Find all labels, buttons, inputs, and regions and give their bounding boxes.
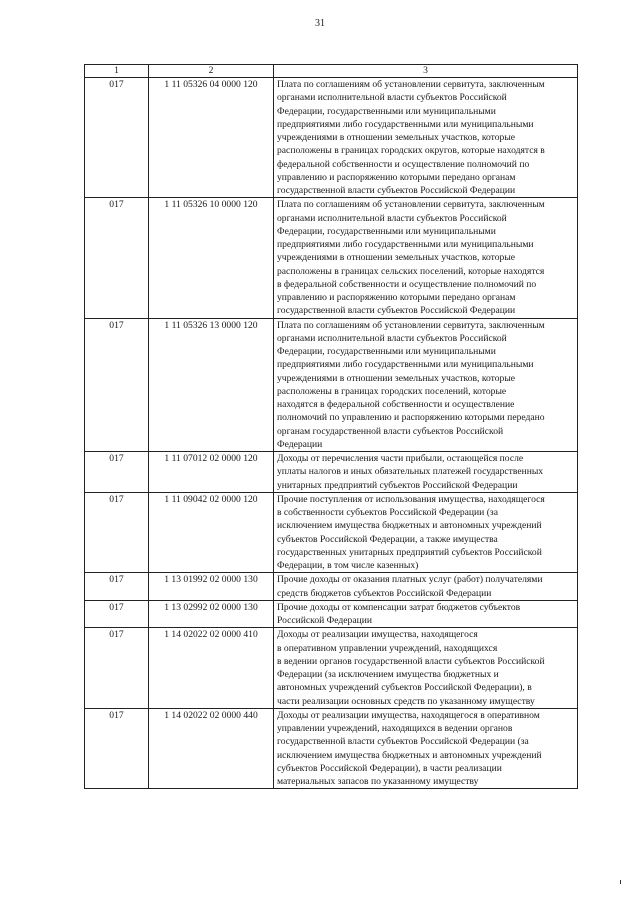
budget-code-cell: 1 11 07012 02 0000 120 — [149, 452, 274, 493]
table-header-row — [85, 65, 578, 78]
admin-code-cell: 017 — [85, 452, 149, 493]
budget-code-cell: 1 11 09042 02 0000 120 — [149, 492, 274, 573]
revenue-name-line: находятся в федеральной собственности и осуществление — [277, 399, 515, 410]
revenue-name-line: Федерации, в том числе казенных) — [277, 560, 419, 571]
revenue-name-line: уплаты налогов и иных обязательных платежей государственных — [277, 466, 544, 478]
revenue-name-cell — [274, 452, 578, 493]
revenue-name-line: расположены в границах городских поселений, которые — [277, 385, 507, 397]
column-header-1: 1 — [85, 65, 149, 78]
revenue-name-line: Федерации, государственными или муниципальными — [277, 225, 496, 237]
budget-code-cell: 1 13 02992 02 0000 130 — [149, 600, 274, 628]
revenue-name-line: Доходы от реализации имущества, находящегося — [277, 629, 478, 641]
revenue-name-cell — [274, 198, 578, 318]
table-row — [85, 708, 578, 789]
column-header-2: 2 — [149, 65, 274, 78]
table-row — [85, 318, 578, 452]
edge-mark — [620, 880, 621, 884]
revenue-name-line: Плата по соглашениям об установлении сервитута, заключенным — [277, 199, 545, 211]
revenue-name-cell — [274, 573, 578, 601]
revenue-name-line: полномочий по управлению и распоряжению которыми передано — [277, 412, 545, 424]
revenue-name-line: органам государственной власти субъектов Российской — [277, 425, 504, 437]
revenue-name-line: предприятиями либо государственными или муниципальными — [277, 239, 534, 250]
revenue-name-line: Федерации (за исключением имущества бюджетных и — [277, 669, 499, 680]
revenue-name-line: Плата по соглашениям об установлении сервитута, заключенным — [277, 319, 545, 331]
revenue-name-line: расположены в границах городских округов, которые находятся в — [277, 145, 545, 157]
revenue-name-line: в ведении органов государственной власти субъектов Российской — [277, 655, 545, 667]
revenue-name-line: предприятиями либо государственными или муниципальными — [277, 118, 534, 130]
revenue-name-line: Плата по соглашениям об установлении сервитута, заключенным — [277, 79, 545, 90]
revenue-name-cell — [274, 708, 578, 789]
budget-code-cell: 1 14 02022 02 0000 440 — [149, 708, 274, 789]
table-body — [85, 65, 578, 789]
revenue-name-line: учреждениями в отношении земельных участков, которые — [277, 372, 516, 384]
revenue-name-cell — [274, 318, 578, 452]
admin-code-cell: 017 — [85, 708, 149, 789]
revenue-name-cell — [274, 78, 578, 198]
revenue-name-line: государственной власти субъектов Российской Федерации — [277, 185, 516, 196]
revenue-name-line: Российской Федерации — [277, 615, 372, 626]
admin-code-cell: 017 — [85, 628, 149, 709]
table-row — [85, 628, 578, 709]
revenue-name-line: в собственности субъектов Российской Федерации (за — [277, 507, 498, 518]
table-row — [85, 600, 578, 628]
budget-code-cell: 1 11 05326 13 0000 120 — [149, 318, 274, 452]
revenue-name-line: предприятиями либо государственными или муниципальными — [277, 359, 534, 371]
revenue-name-line: субъектов Российской Федерации), в части реализации — [277, 762, 502, 774]
revenue-name-line: управлении учреждений, находящихся в ведении органов — [277, 723, 513, 734]
table-row — [85, 452, 578, 493]
revenue-name-line: автономных учреждений субъектов Российской Федерации), в — [277, 682, 532, 694]
admin-code-cell: 017 — [85, 600, 149, 628]
table-row — [85, 492, 578, 573]
revenue-name-line: исключением имущества бюджетных и автономных учреждений — [277, 520, 542, 532]
revenue-name-line: органами исполнительной власти субъектов Российской — [277, 332, 507, 344]
revenue-name-line: Прочие доходы от компенсации затрат бюджетов субъектов — [277, 601, 521, 613]
revenue-name-line: материальных запасов по указанному имуществу — [277, 776, 479, 787]
revenue-name-line: федеральной собственности и осуществление полномочий по — [277, 158, 530, 170]
revenue-name-line: средств бюджетов субъектов Российской Федерации — [277, 587, 492, 599]
budget-code-cell: 1 14 02022 02 0000 410 — [149, 628, 274, 709]
revenue-name-line: государственных унитарных предприятий субъектов Российской — [277, 546, 542, 558]
admin-code-cell: 017 — [85, 492, 149, 573]
revenue-name-cell — [274, 628, 578, 709]
revenue-name-line: части реализации основных средств по указанному имуществу — [277, 695, 535, 707]
revenue-name-cell — [274, 492, 578, 573]
revenue-name-line: Федерации, государственными или муниципальными — [277, 105, 496, 117]
revenue-name-line: управлению и распоряжению которыми передано органам — [277, 292, 516, 303]
revenue-name-line: расположены в границах сельских поселений, которые находятся — [277, 265, 545, 277]
revenue-name-line: органами исполнительной власти субъектов Российской — [277, 212, 507, 224]
revenue-name-line: Федерации — [277, 438, 323, 450]
revenue-name-line: Прочие доходы от оказания платных услуг (работ) получателями — [277, 574, 543, 586]
budget-code-cell: 1 13 01992 02 0000 130 — [149, 573, 274, 601]
revenue-name-line: унитарных предприятий субъектов Российской Федерации — [277, 479, 518, 491]
admin-code-cell: 017 — [85, 78, 149, 198]
revenue-name-line: управлению и распоряжению которыми передано органам — [277, 171, 516, 183]
revenue-name-line: государственной власти субъектов Российской Федерации (за — [277, 736, 529, 748]
table-row — [85, 573, 578, 601]
revenue-codes-table — [84, 64, 578, 789]
revenue-name-line: исключением имущества бюджетных и автономных учреждений — [277, 749, 542, 761]
table-row — [85, 198, 578, 318]
page-number: 31 — [315, 18, 325, 29]
revenue-name-line: Прочие поступления от использования имущества, находящегося — [277, 493, 545, 505]
admin-code-cell: 017 — [85, 573, 149, 601]
budget-code-cell: 1 11 05326 10 0000 120 — [149, 198, 274, 318]
revenue-name-line: Доходы от реализации имущества, находящегося в оперативном — [277, 709, 540, 721]
admin-code-cell: 017 — [85, 318, 149, 452]
revenue-name-line: учреждениями в отношении земельных участков, которые — [277, 132, 516, 143]
revenue-name-cell — [274, 600, 578, 628]
revenue-name-line: в оперативном управлении учреждений, находящихся — [277, 642, 498, 654]
revenue-name-line: Федерации, государственными или муниципальными — [277, 346, 496, 357]
revenue-name-line: органами исполнительной власти субъектов Российской — [277, 92, 507, 104]
table-row — [85, 78, 578, 198]
revenue-name-line: учреждениями в отношении земельных участков, которые — [277, 252, 516, 264]
admin-code-cell: 017 — [85, 198, 149, 318]
budget-code-cell: 1 11 05326 04 0000 120 — [149, 78, 274, 198]
revenue-name-line: государственной власти субъектов Российской Федерации — [277, 305, 516, 317]
revenue-name-line: Доходы от перечисления части прибыли, остающейся после — [277, 453, 524, 464]
column-header-3: 3 — [274, 65, 578, 78]
revenue-name-line: субъектов Российской Федерации, а также имущества — [277, 533, 498, 545]
revenue-name-line: в федеральной собственности и осуществление полномочий по — [277, 278, 537, 290]
